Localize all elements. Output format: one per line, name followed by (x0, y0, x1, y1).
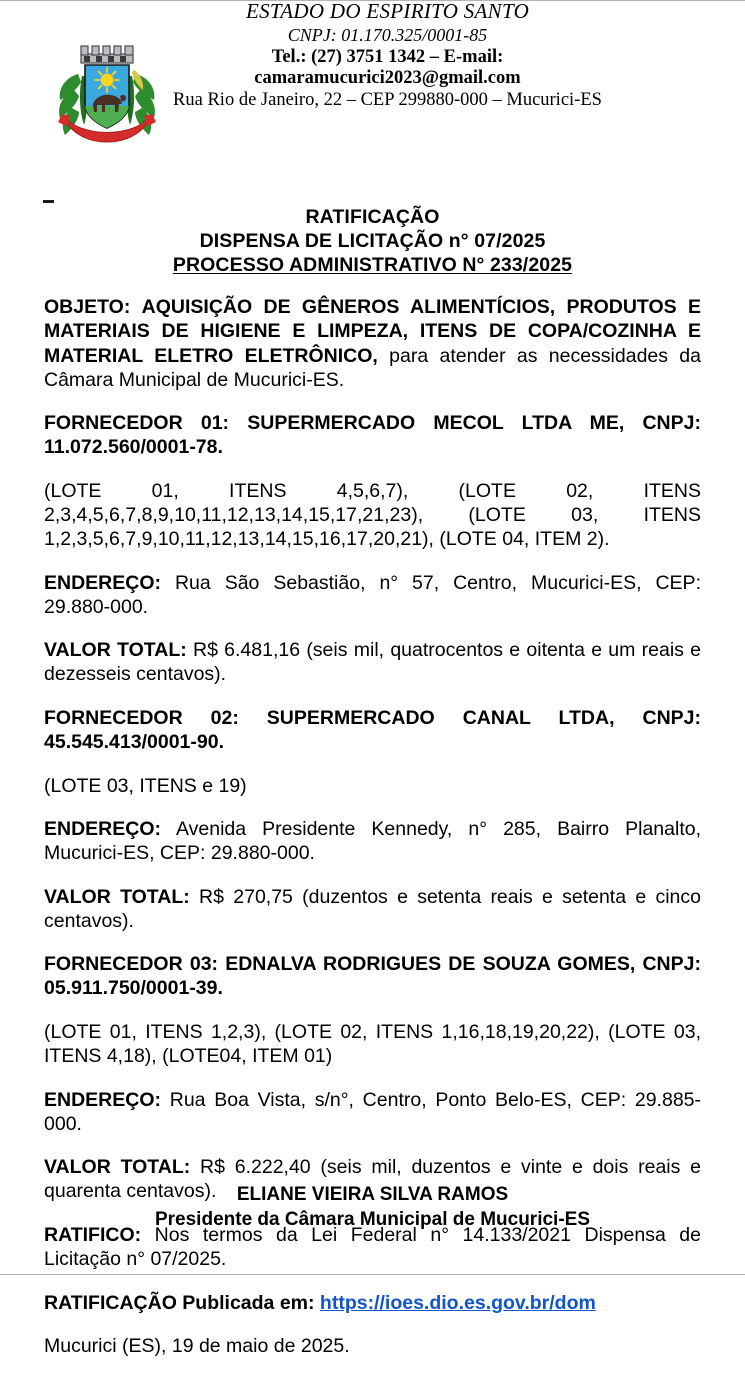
objeto-rest-text: para atender as necessidades da Câmara Municipal de Mucurici-ES. (44, 344, 701, 391)
supplier-2-endereco-label: ENDEREÇO: (44, 818, 162, 841)
publicacao-paragraph (44, 1291, 701, 1315)
supplier-1-valor (44, 638, 701, 686)
supplier-1-endereco-text: Rua São Sebastião, n° 57, Centro, Mucurici-ES, CEP: 29.880-000. (44, 571, 701, 618)
stray-dash-mark (43, 200, 54, 203)
publicacao-block (44, 1291, 701, 1359)
supplier-block-2 (44, 706, 701, 933)
supplier-1-heading (44, 411, 701, 459)
objeto-label: OBJETO: (44, 296, 131, 319)
supplier-2-valor (44, 885, 701, 933)
coat-of-arms-icon (48, 30, 166, 148)
letterhead-cnpj: CNPJ: 01.170.325/0001-85 (287, 24, 488, 45)
signature-block (44, 1183, 701, 1232)
letterhead-state: ESTADO DO ESPIRITO SANTO (245, 0, 530, 23)
supplier-1-endereco-label: ENDEREÇO: (44, 571, 162, 594)
page-title: RATIFICAÇÃO (305, 206, 440, 228)
letterhead (0, 0, 745, 140)
supplier-3-valor-text: R$ 6.222,40 (seis mil, duzentos e vinte e dois reais e quarenta centavos). (44, 1156, 702, 1203)
letterhead-phone: Tel.: (27) 3751 1342 – E-mail: (271, 46, 504, 67)
supplier-3-endereco-text: Rua Boa Vista, s/n°, Centro, Ponto Belo-ES, CEP: 29.885-000. (44, 1088, 702, 1135)
supplier-2-valor-text: R$ 270,75 (duzentos e setenta reais e setenta e cinco centavos). (44, 885, 701, 932)
ratifico-text: Nos termos da Lei Federal n° 14.133/2021 Dispensa de Licitação n° 07/2025. (44, 1224, 702, 1271)
supplier-2-heading (44, 706, 701, 754)
publicacao-url-link[interactable]: https://ioes.dio.es.gov.br/dom (319, 1291, 596, 1314)
letterhead-email: camaramucurici2023@gmail.com (254, 68, 521, 89)
letterhead-address: Rua Rio de Janeiro, 22 – CEP 299880-000 – Mucurici-ES (173, 90, 602, 111)
supplier-1-valor-label: VALOR TOTAL: (44, 639, 187, 662)
supplier-3-valor-label: VALOR TOTAL: (44, 1156, 191, 1179)
supplier-3-endereco (44, 1088, 701, 1136)
supplier-3-heading-text: FORNECEDOR 03: EDNALVA RODRIGUES DE SOUZA GOMES, CNPJ: 05.911.750/0001-39. (44, 953, 701, 1000)
title-processo: PROCESSO ADMINISTRATIVO N° 233/2025 (172, 253, 573, 276)
page-bottom-edge (0, 1274, 745, 1275)
signatory-role: Presidente da Câmara Municipal de Mucurici-ES (154, 1208, 590, 1230)
supplier-block-3 (44, 952, 701, 1203)
signatory-name: ELIANE VIEIRA SILVA RAMOS (236, 1184, 509, 1205)
publicacao-local-data: Mucurici (ES), 19 de maio de 2025. (44, 1335, 350, 1358)
supplier-3-lotes: (LOTE 01, ITENS 1,2,3), (LOTE 02, ITENS 1,16,18,19,20,22), (LOTE 03, ITENS 4,18), (LOTE04, ITEM 01) (44, 1021, 701, 1068)
supplier-2-endereco (44, 817, 701, 865)
ratifico-label: RATIFICO: (44, 1224, 142, 1247)
supplier-2-endereco-text: Avenida Presidente Kennedy, n° 285, Bairro Planalto, Mucurici-ES, CEP: 29.880-000. (44, 818, 702, 865)
supplier-1-endereco (44, 571, 701, 619)
supplier-1-valor-text: R$ 6.481,16 (seis mil, quatrocentos e oitenta e um reais e dezesseis centavos). (44, 639, 701, 686)
objeto-paragraph (44, 295, 701, 391)
supplier-block-1 (44, 411, 701, 686)
supplier-2-valor-label: VALOR TOTAL: (44, 885, 190, 908)
supplier-1-lotes: (LOTE 01, ITENS 4,5,6,7), (LOTE 02, ITENS 2,3,4,5,6,7,8,9,10,11,12,13,14,15,17,21,23), (LOTE 03, ITENS 1,2,3,5,6,7,9,10,11,12,13,14,15,16,17,20,21), (LOTE 04, ITEM 2). (44, 479, 701, 550)
supplier-2-lotes: (LOTE 03, ITENS e 19) (44, 774, 247, 797)
supplier-1-heading-text: FORNECEDOR 01: SUPERMERCADO MECOL LTDA ME, CNPJ: 11.072.560/0001-78. (44, 412, 701, 459)
document-title-block (44, 206, 701, 277)
supplier-3-heading (44, 952, 701, 1000)
title-dispensa: DISPENSA DE LICITAÇÃO n° 07/2025 (199, 229, 546, 252)
publicacao-label: RATIFICAÇÃO Publicada em: (44, 1291, 315, 1314)
supplier-2-heading-text: FORNECEDOR 02: SUPERMERCADO CANAL LTDA, CNPJ: 45.545.413/0001-90. (44, 706, 701, 753)
objeto-bold-text: AQUISIÇÃO DE GÊNEROS ALIMENTÍCIOS, PRODUTOS E MATERIAIS DE HIGIENE E LIMPEZA, ITENS DE COPA/COZINHA E MATERIAL ELETRO ELETRÔNICO, (44, 296, 701, 367)
supplier-3-endereco-label: ENDEREÇO: (44, 1088, 162, 1111)
